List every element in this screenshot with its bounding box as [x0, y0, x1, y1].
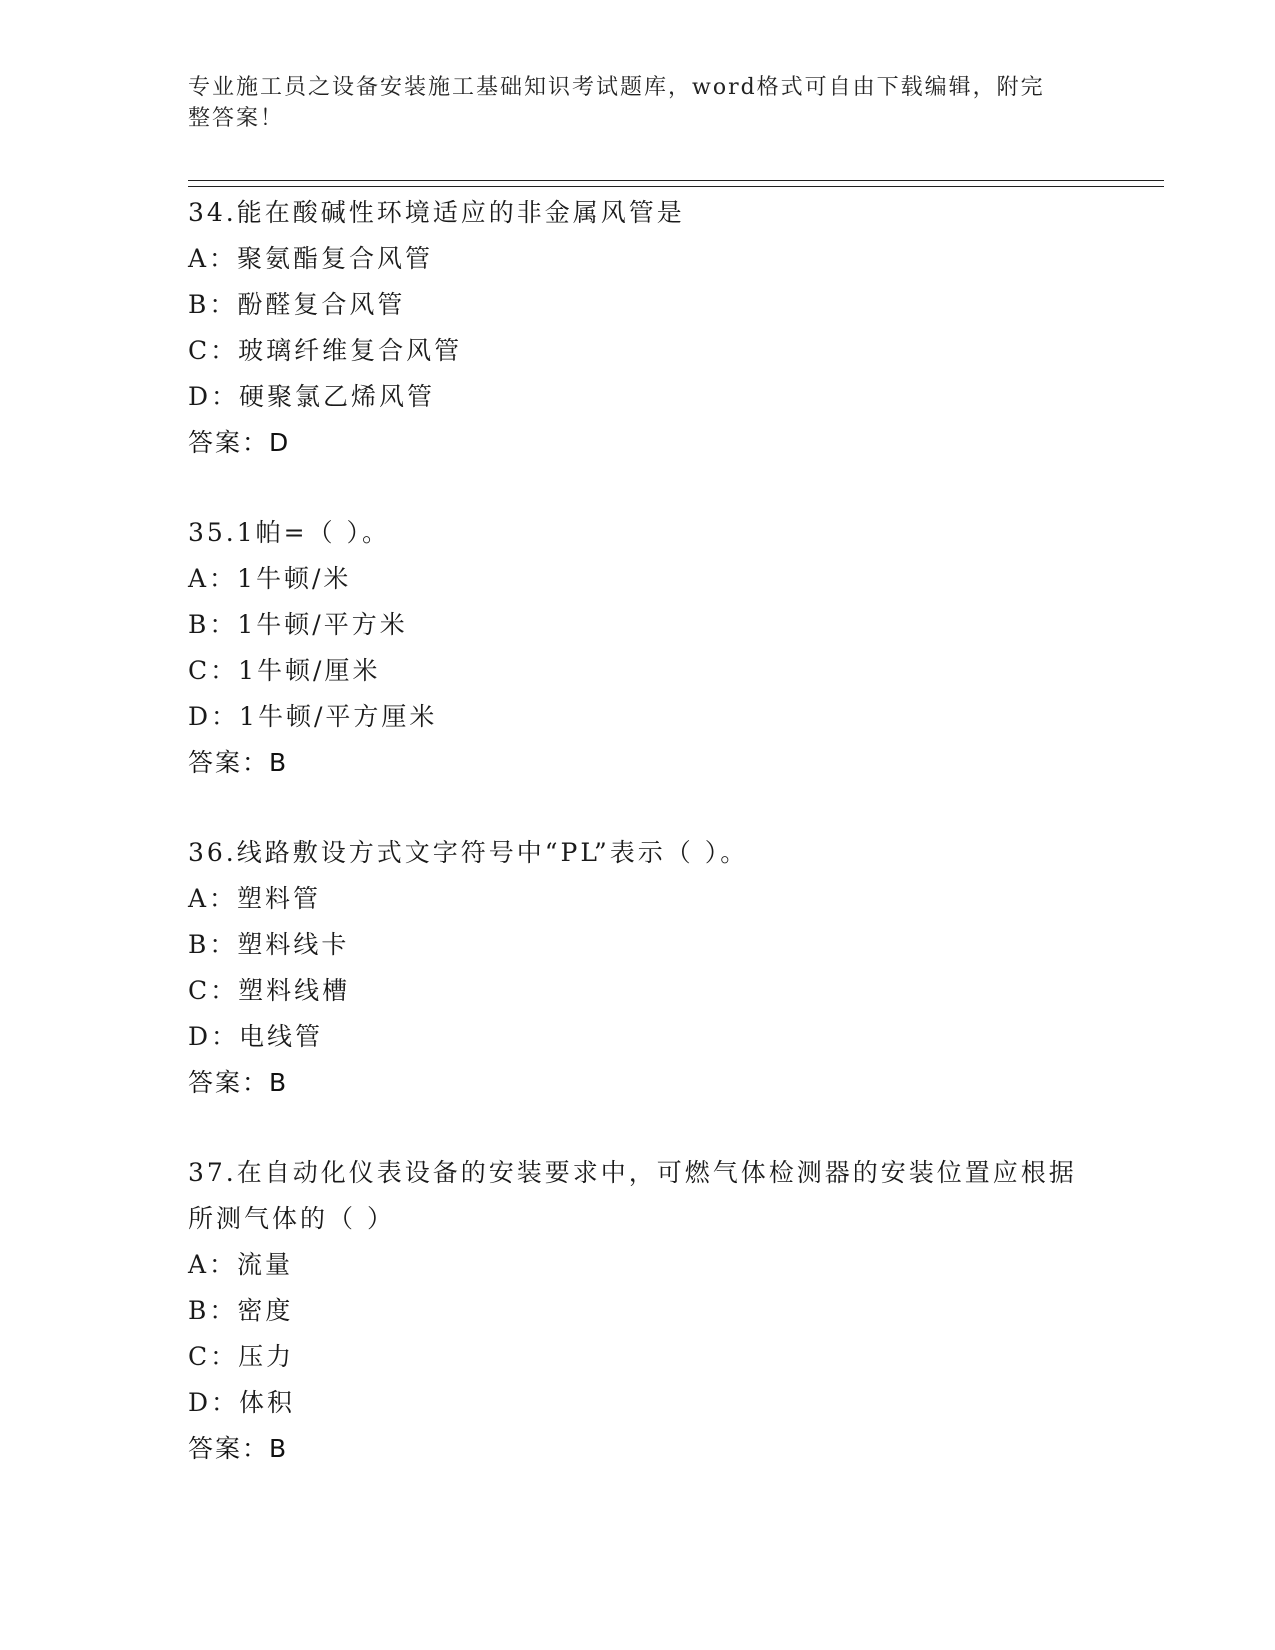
option-c: C：压力: [188, 1342, 295, 1371]
option-b: B：酚醛复合风管: [188, 290, 406, 319]
option-c: C：玻璃纤维复合风管: [188, 336, 463, 365]
option-a: A：流量: [188, 1250, 294, 1279]
question-37: [188, 1150, 1088, 1472]
option-d: D：电线管: [188, 1022, 324, 1051]
option-c: C：1牛顿/厘米: [188, 656, 381, 685]
option-d: D：体积: [188, 1388, 296, 1417]
question-stem: 34.能在酸碱性环境适应的非金属风管是: [188, 198, 685, 227]
option-b: B：1牛顿/平方米: [188, 610, 408, 639]
answer: 答案：B: [188, 1434, 289, 1463]
question-stem: 35.1帕=（ ）。: [188, 518, 391, 547]
answer: 答案：B: [188, 1068, 289, 1097]
option-b: B：塑料线卡: [188, 930, 350, 959]
option-c: C：塑料线槽: [188, 976, 351, 1005]
answer: 答案：D: [188, 428, 291, 457]
answer: 答案：B: [188, 748, 289, 777]
question-35: [188, 510, 1088, 786]
double-divider: [188, 180, 1164, 187]
option-a: A：聚氨酯复合风管: [188, 244, 434, 273]
question-34: [188, 190, 1088, 466]
question-stem: 37.在自动化仪表设备的安装要求中，可燃气体检测器的安装位置应根据所测气体的（ ）: [188, 1158, 1077, 1233]
question-stem: 36.线路敷设方式文字符号中“PL”表示（ ）。: [188, 838, 749, 867]
option-a: A：1牛顿/米: [188, 564, 352, 593]
document-intro: 专业施工员之设备安装施工基础知识考试题库，word格式可自由下载编辑，附完整答案！: [188, 75, 1045, 131]
question-36: [188, 830, 1088, 1106]
option-d: D：硬聚氯乙烯风管: [188, 382, 436, 411]
option-b: B：密度: [188, 1296, 294, 1325]
option-d: D：1牛顿/平方厘米: [188, 702, 438, 731]
option-a: A：塑料管: [188, 884, 322, 913]
